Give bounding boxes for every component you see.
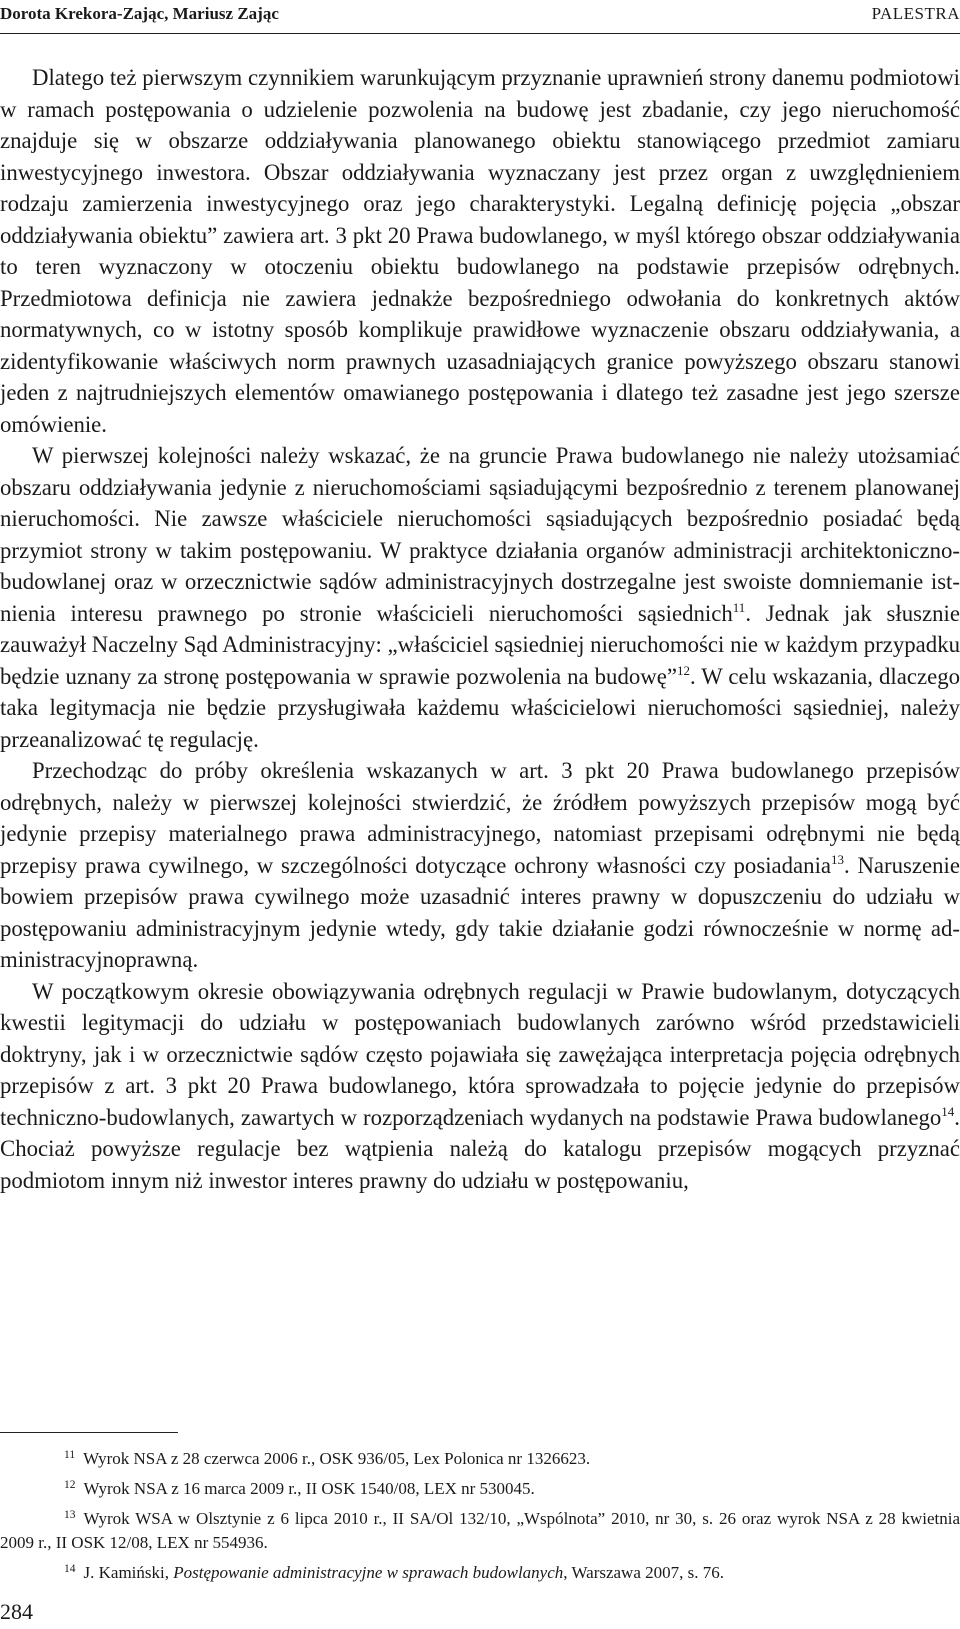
footnote-text: , Warszawa 2007, s. 76. — [563, 1563, 724, 1582]
paragraph-text: . Chociaż powyższe regulacje bez wątpienia należą do katalogu przepisów mogących przyznać podmiotom innym niż inwestor interes prawny do udziału w postępowaniu, — [0, 1104, 960, 1193]
footnote-text: J. Kamiński, — [83, 1563, 174, 1582]
page-number: 284 — [0, 1599, 33, 1624]
paragraph-4 — [0, 976, 960, 1197]
header-authors: Dorota Krekora-Zając, Mariusz Zając — [0, 4, 279, 23]
paragraph-text: W pierwszej kolejności należy wskazać, że na gruncie Prawa budowlanego nie należy utożsamiać obszaru oddziaływania jedynie z nieruchomościami sąsiadującymi bezpośrednio z terenem planowanej nieruchomości. Nie zawsze właściciele nieruchomości sąsiadujących bezpośrednio posiadać będą przymiot strony w takim postępowaniu. W praktyce działania organów administracji architektoniczno-budowlanej oraz w orzecznictwie sądów administracyjnych dostrzegalne jest swoiste domniemanie istnienia interesu prawnego po stronie właścicieli nieruchomości sąsiednich — [0, 443, 960, 626]
footnotes — [0, 1447, 960, 1591]
footnote-book-title: Postępowanie administracyjne w sprawach budowlanych — [173, 1563, 564, 1582]
footnote-text: Wyrok WSA w Olsztynie z 6 lipca 2010 r., II SA/Ol 132/10, „Wspólnota” 2010, nr 30, s. 26 oraz wyrok NSA z 28 kwietnia 2009 r., II OSK 12/08, LEX nr 554936. — [0, 1509, 960, 1552]
paragraph-2 — [0, 440, 960, 755]
running-header — [0, 0, 960, 34]
article-body — [0, 62, 960, 1196]
paragraph-text: . Naruszenie bowiem przepisów prawa cywilnego może uzasadnić interes prawny w dopuszczeniu do udziału w postępowaniu administracyjnym jedynie wtedy, gdy takie działanie godzi równocześnie w normę administracyjnoprawną. — [0, 852, 960, 972]
footnote-ref-14[interactable]: 14 — [941, 1103, 955, 1119]
paragraph-text: W początkowym okresie obowiązywania odrębnych regulacji w Prawie budowlanym, dotyczących kwestii legitymacji do udziału w postępowaniach budowlanych zarówno wśród przedstawicieli doktryny, jak i w orzecznictwie sądów często pojawiała się zawężająca interpretacja pojęcia odrębnych przepisów z art. 3 pkt 20 Prawa budowlanego, która sprowadzała to pojęcie jedynie do przepisów techniczno-budowlanych, zawartych w rozporządzeniach wydanych na podstawie Prawa budowlanego — [0, 978, 960, 1130]
footnote-13: 13 Wyrok WSA w Olsztynie z 6 lipca 2010 r., II SA/Ol 132/10, „Wspólnota” 2010, nr 30, s. 26 oraz wyrok NSA z 28 kwietnia 2009 r., II OSK 12/08, LEX nr 554936. — [0, 1509, 960, 1552]
header-journal: PALESTRA — [871, 4, 960, 23]
footnote-separator — [0, 1432, 178, 1433]
footnote-ref-13[interactable]: 13 — [831, 851, 845, 867]
footnote-ref-11[interactable]: 11 — [732, 599, 746, 615]
paragraph-text: . Jednak jak słusznie zauważył Naczelny Sąd Administracyjny: „właściciel sąsiedniej nieruchomości nie w każdym przypadku będzie uznany za stronę postępowania w sprawie pozwolenia na budowę” — [0, 600, 960, 689]
footnote-ref-12[interactable]: 12 — [676, 662, 690, 678]
paragraph-3 — [0, 755, 960, 976]
footnote-11: 11 Wyrok NSA z 28 czerwca 2006 r., OSK 936/05, Lex Polonica nr 1326623. — [64, 1449, 591, 1468]
paragraph-text: Dlatego też pierwszym czynnikiem warunkującym przyznanie uprawnień strony danemu podmiotowi w ramach postępowania o udzielenie pozwolenia na budowę jest zbadanie, czy jego nieruchomość znajduje się w obszarze oddziaływania planowanego obiektu stanowiącego przedmiot zamiaru inwestycyjnego inwestora. Obszar oddziaływania wyznaczany jest przez organ z uwzględnieniem rodzaju zamierzenia inwestycyjnego oraz jego charakterystyki. Legalną definicję pojęcia „obszar oddziaływania obiektu” zawiera art. 3 pkt 20 Prawa budowlanego, w myśl którego obszar oddziaływania to teren wyznaczony w otoczeniu obiektu budowlanego na podstawie przepisów odrębnych. Przedmiotowa definicja nie zawiera jednakże bezpośredniego odwołania do konkretnych aktów normatywnych, co w istotny sposób komplikuje prawidłowe wyznaczenie obszaru oddziaływania, a zidentyfikowanie właściwych norm prawnych uzasadniających granice powyższego obszaru stanowi jeden z najtrudniejszych elementów omawianego postępowania i dlatego też zasadne jest jego szersze omówienie. — [0, 65, 960, 437]
footnote-text: Wyrok NSA z 16 marca 2009 r., II OSK 1540/08, LEX nr 530045. — [83, 1479, 535, 1498]
paragraph-text: . W celu wskazania, dlaczego taka legitymacja nie będzie przysługiwała każdemu właścicielowi nieruchomości sąsiedniej, należy przeanalizować tę regulację. — [0, 663, 960, 752]
footnote-text: Wyrok NSA z 28 czerwca 2006 r., OSK 936/05, Lex Polonica nr 1326623. — [83, 1449, 591, 1468]
paragraph-text: Przechodząc do próby określenia wskazanych w art. 3 pkt 20 Prawa budowlanego przepisów odrębnych, należy w pierwszej kolejności stwierdzić, że źródłem powyższych przepisów mogą być jedynie przepisy materialnego prawa administracyjnego, natomiast przepisami odrębnymi nie będą przepisy prawa cywilnego, w szczególności dotyczące ochrony własności czy posiadania — [0, 758, 960, 878]
footnote-14: 14 J. Kamiński, Postępowanie administracyjne w sprawach budowlanych, Warszawa 2007, s. 76. — [64, 1563, 724, 1582]
paragraph-1 — [0, 62, 960, 440]
footnote-12: 12 Wyrok NSA z 16 marca 2009 r., II OSK 1540/08, LEX nr 530045. — [64, 1479, 535, 1498]
